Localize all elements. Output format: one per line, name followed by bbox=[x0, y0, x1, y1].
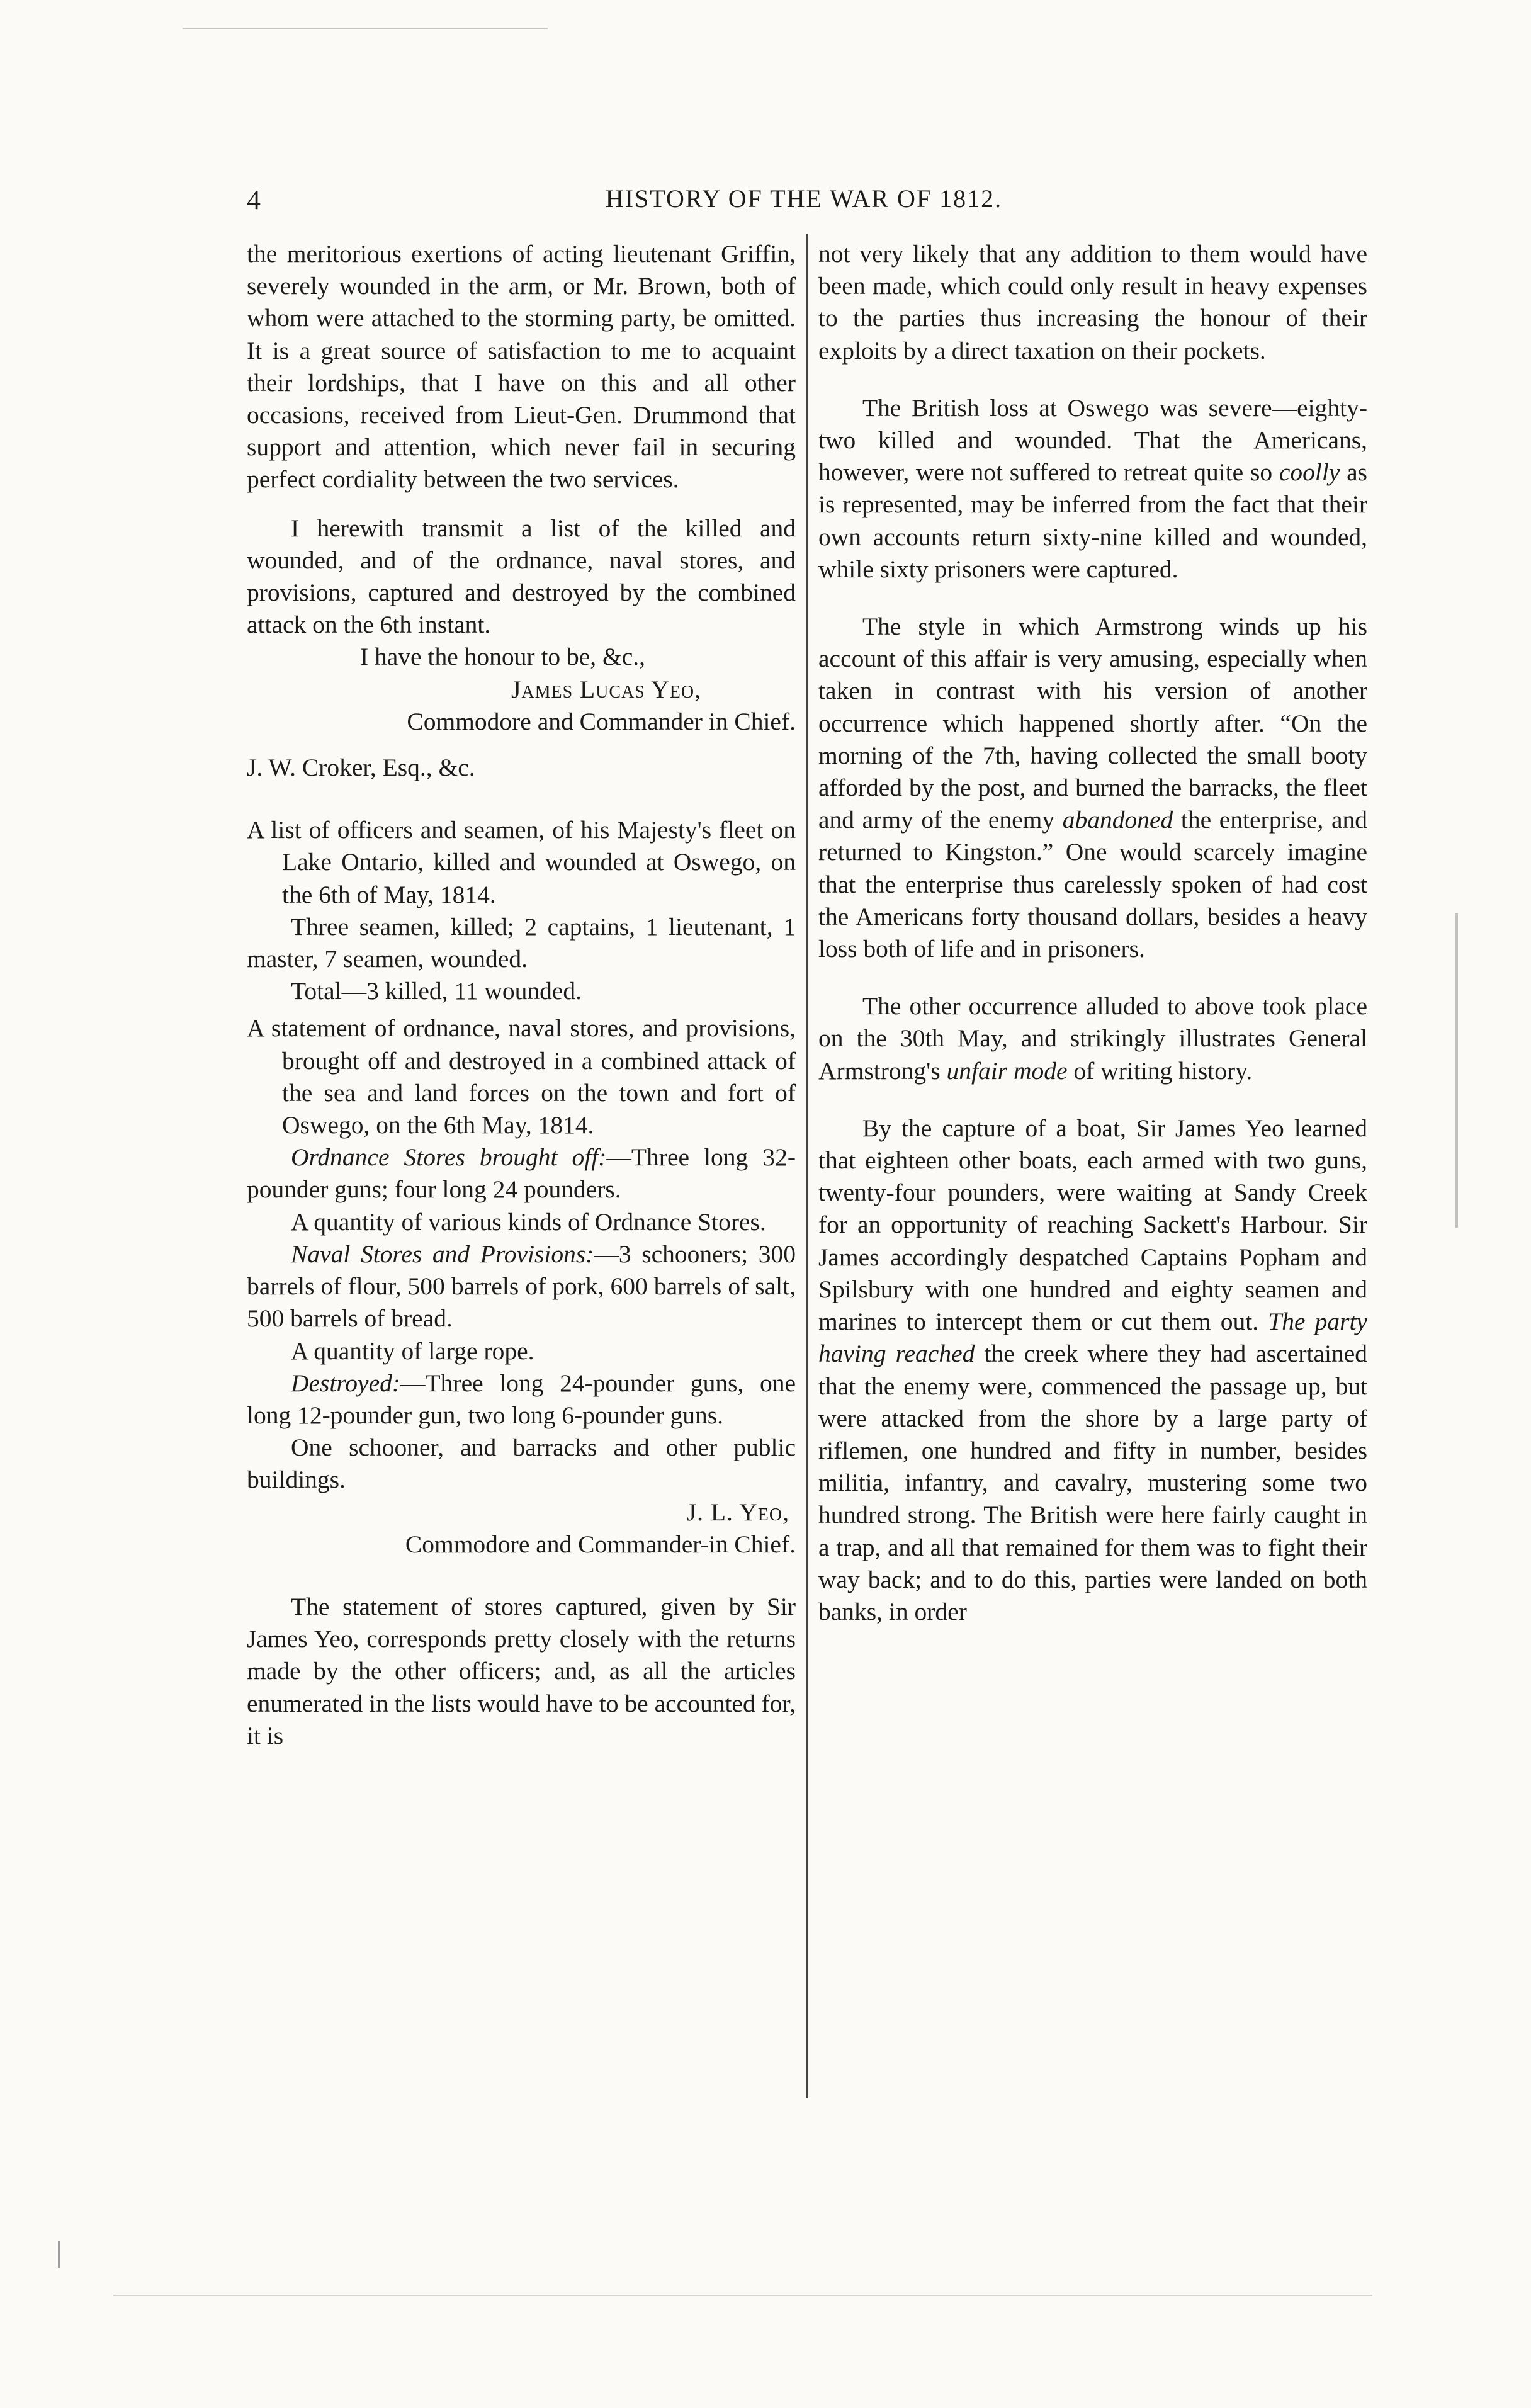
right-paragraph-2 bbox=[818, 392, 1367, 585]
closing-line: I have the honour to be, &c., bbox=[360, 643, 646, 671]
stores-commentary: The statement of stores captured, given by Sir James Yeo, corresponds pretty closely with the returns made by the other officers; and, as all the articles enumerated in the lists would have to be accounted for, it is bbox=[247, 1592, 796, 1749]
signature: James Lucas Yeo, bbox=[511, 675, 701, 703]
signature-2-title: Commodore and Commander-in Chief. bbox=[405, 1530, 796, 1558]
destroyed-line bbox=[247, 1367, 796, 1432]
emphasis: unfair mode bbox=[946, 1056, 1068, 1085]
scan-artifact-margin bbox=[1455, 913, 1458, 1228]
naval-label: Naval Stores and Provisions: bbox=[291, 1240, 594, 1268]
destroyed-label: Destroyed: bbox=[291, 1369, 401, 1397]
running-head: HISTORY OF THE WAR OF 1812. bbox=[605, 184, 1003, 213]
text-run: the creek where they had ascertained that the enemy were, commenced the passage up, but were attacked from the shore by a large party of riflemen, one hundred and fifty in number, besides militia, infantry, and cavalry, mustering some two hundred strong. The British were here fairly caught in a trap, and all that remained for them was to fight their way back; and to do this, parties were landed on both banks, in order bbox=[818, 1340, 1367, 1625]
column-divider bbox=[806, 234, 808, 2098]
text-run: of writing history. bbox=[1067, 1056, 1253, 1085]
page-number: 4 bbox=[247, 184, 261, 215]
signature-2: J. L. Yeo, bbox=[686, 1498, 789, 1526]
emphasis: The party having reached bbox=[818, 1308, 1367, 1368]
casualty-list-heading: A list of officers and seamen, of his Majesty's fleet on Lake Ontario, killed and wounded at Oswego, on the 6th of May, 1814. bbox=[247, 816, 796, 908]
letter-paragraph-2: I herewith transmit a list of the killed and wounded, and of the ordnance, naval stores, and provisions, captured and destroyed by the combined attack on the 6th instant. bbox=[247, 514, 796, 639]
left-column bbox=[247, 238, 796, 1752]
text-run: By the capture of a boat, Sir James Yeo learned that eighteen other boats, each armed with two guns, twenty-four pounders, were waiting at Sandy Creek for an opportunity of reaching Sackett's Harbour. Sir James accordingly despatched Captains Popham and Spilsbury with one hundred and eighty seamen and marines to intercept them or cut them out. bbox=[818, 1114, 1367, 1336]
schooner-line: One schooner, and barracks and other public buildings. bbox=[247, 1433, 796, 1494]
text-run: The British loss at Oswego was severe—eighty-two killed and wounded. That the Americans, however, were not suffered to retreat quite so bbox=[818, 393, 1367, 487]
right-paragraph-4 bbox=[818, 990, 1367, 1087]
right-paragraph-1: not very likely that any addition to them would have been made, which could only result in heavy expenses to the parties thus increasing the honour of their exploits by a direct taxation on their pockets. bbox=[818, 240, 1367, 365]
naval-text: —3 schooners; 300 barrels of flour, 500 barrels of pork, 600 barrels of salt, 500 barrels of bread. bbox=[247, 1240, 796, 1333]
letter-paragraph-1: the meritorious exertions of acting lieutenant Griffin, severely wounded in the arm, or Mr. Brown, both of whom were attached to the storming party, be omitted. It is a great source of satisfaction to me to acquaint their lordships, that I have on this and all other occasions, received from Lieut-Gen. Drummond that support and attention, which never fail in securing perfect cordiality between the two services. bbox=[247, 240, 796, 494]
scan-artifact-bottom bbox=[113, 2295, 1372, 2296]
scan-artifact-top bbox=[183, 28, 548, 29]
page-header bbox=[247, 184, 1361, 222]
naval-line bbox=[247, 1238, 796, 1335]
ordnance-text: —Three long 32-pounder guns; four long 24 pounders. bbox=[247, 1143, 796, 1204]
ordnance-line bbox=[247, 1141, 796, 1206]
right-column bbox=[818, 238, 1367, 1628]
casualty-details: Three seamen, killed; 2 captains, 1 lieutenant, 1 master, 7 seamen, wounded. bbox=[247, 912, 796, 973]
casualty-total: Total—3 killed, 11 wounded. bbox=[291, 977, 582, 1005]
addressee: J. W. Croker, Esq., &c. bbox=[247, 754, 475, 782]
text-run: the enterprise, and returned to Kingston.” One would scarcely imagine that the enterprise thus carelessly spoken of had cost the Americans forty thousand dollars, besides a heavy loss both of life and in prisoners. bbox=[818, 806, 1367, 963]
ordnance-label: Ordnance Stores brought off: bbox=[291, 1143, 607, 1172]
text-run: The style in which Armstrong winds up his account of this affair is very amusing, especially when taken in contrast with his version of another occurrence which happened shortly after. “On the morning of the 7th, having collected the small booty afforded by the post, and burned the barracks, the fleet and army of the enemy bbox=[818, 613, 1367, 834]
statement-heading: A statement of ordnance, naval stores, and provisions, brought off and destroyed in a combined attack of the sea and land forces on the town and fort of Oswego, on the 6th May, 1814. bbox=[247, 1014, 796, 1139]
signature-title: Commodore and Commander in Chief. bbox=[407, 707, 796, 735]
ordnance-more: A quantity of various kinds of Ordnance Stores. bbox=[291, 1207, 766, 1236]
destroyed-text: —Three long 24-pounder guns, one long 12-pounder gun, two long 6-pounder guns. bbox=[247, 1369, 796, 1429]
emphasis: abandoned bbox=[1062, 806, 1173, 834]
emphasis: coolly bbox=[1279, 458, 1340, 487]
rope-line: A quantity of large rope. bbox=[291, 1337, 534, 1365]
right-paragraph-5 bbox=[818, 1112, 1367, 1628]
text-run: as is represented, may be inferred from the fact that their own accounts return sixty-nine killed and wounded, while sixty prisoners were captured. bbox=[818, 458, 1367, 583]
text-run: The other occurrence alluded to above took place on the 30th May, and strikingly illustrates General Armstrong's bbox=[818, 992, 1367, 1085]
scan-artifact-mark bbox=[58, 2241, 60, 2268]
right-paragraph-3 bbox=[818, 611, 1367, 965]
